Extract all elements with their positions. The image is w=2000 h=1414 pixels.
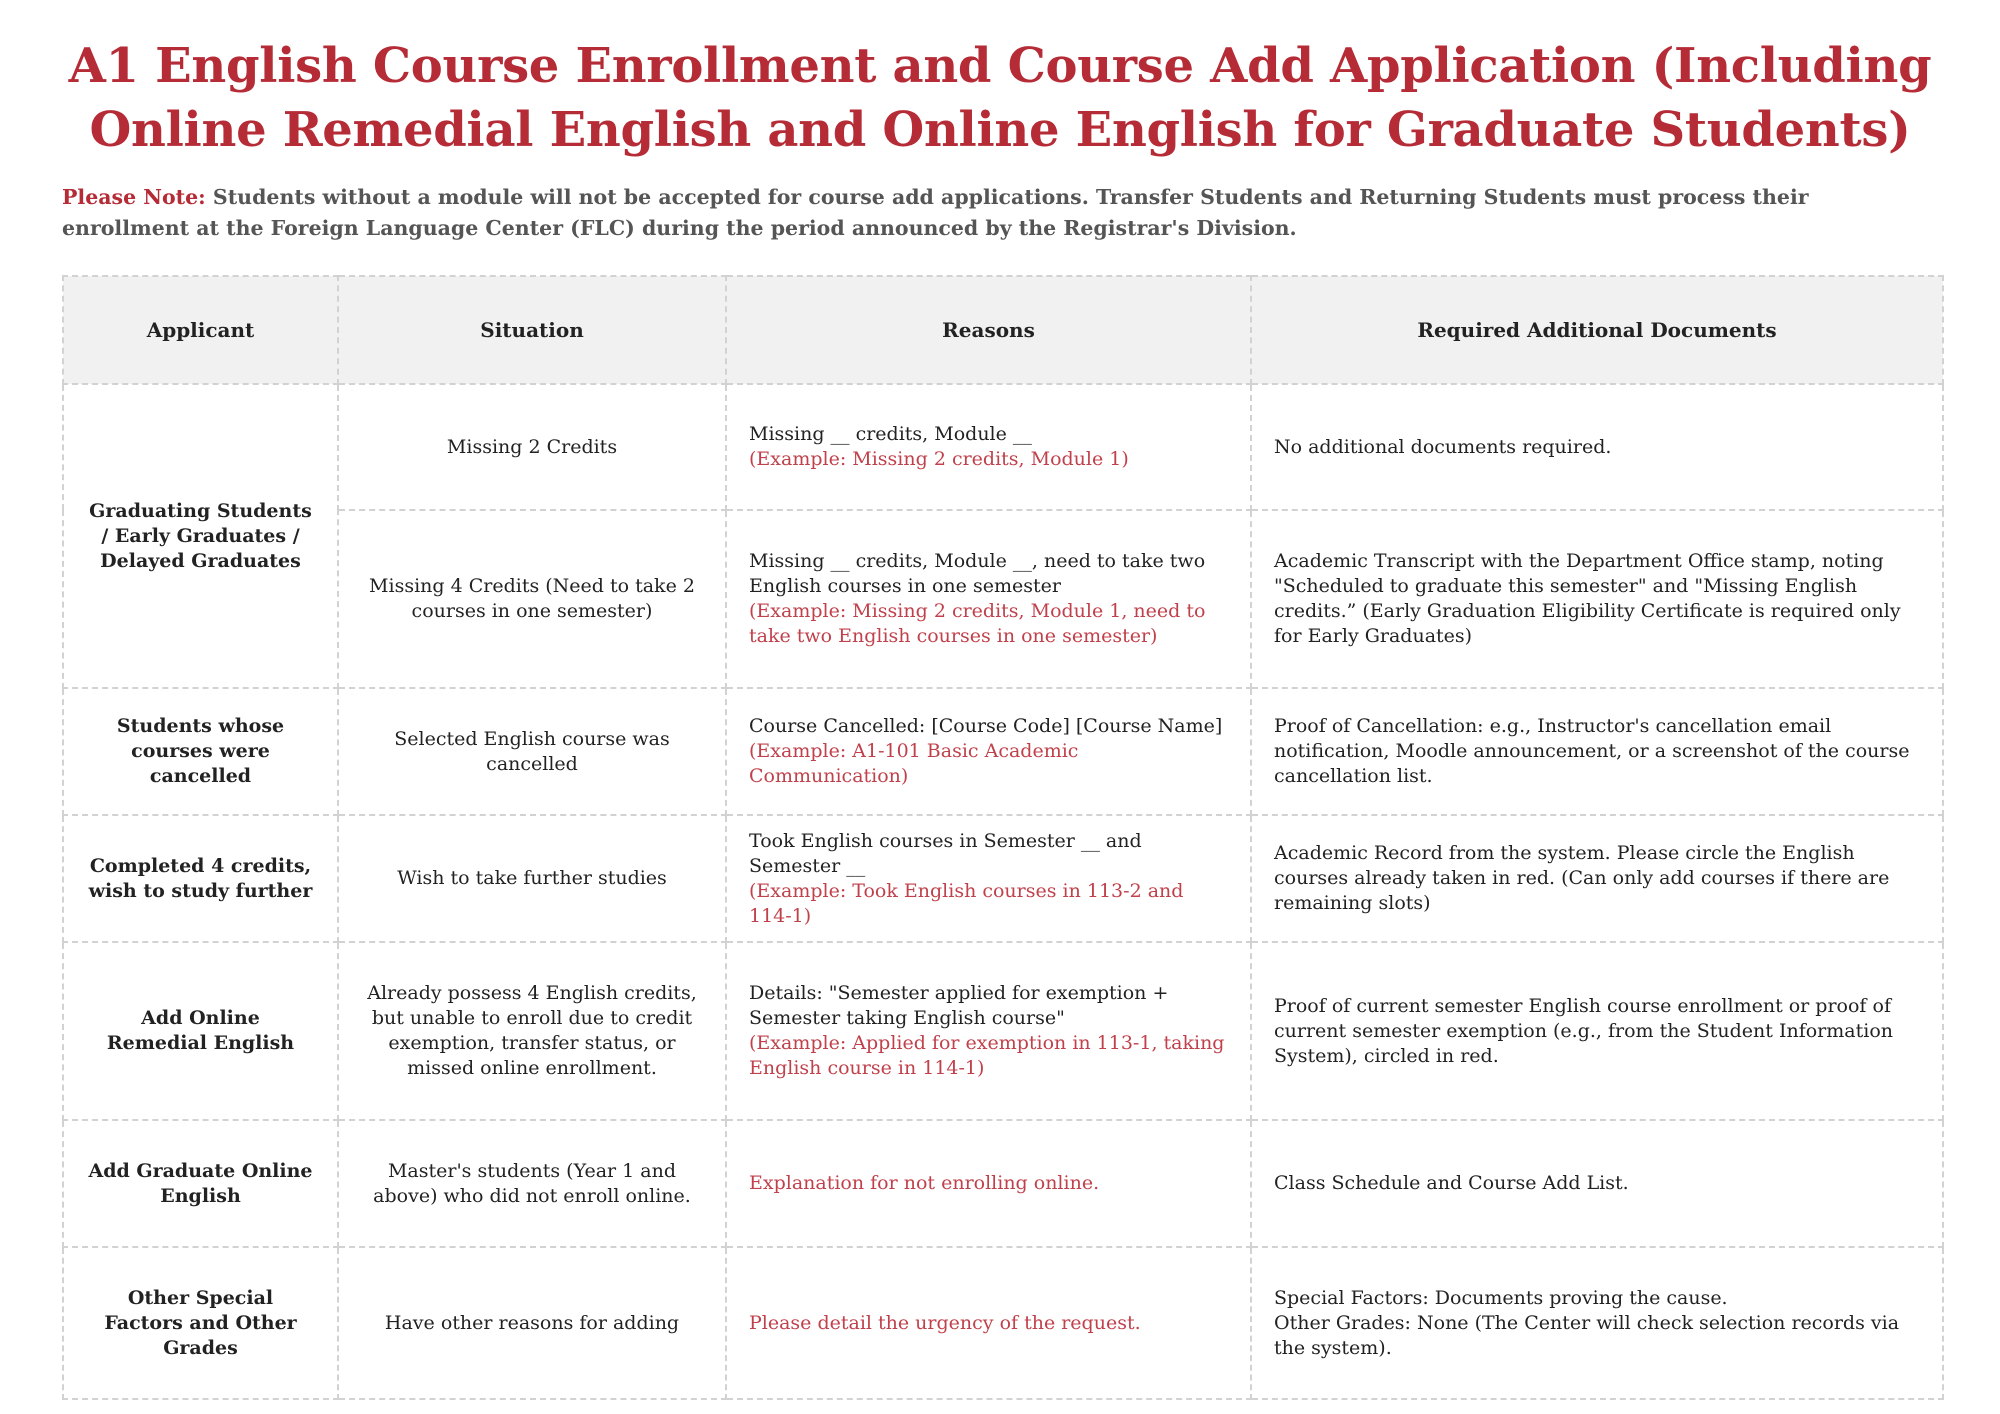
- documents-cell: Class Schedule and Course Add List.: [1251, 1120, 1943, 1247]
- reason-text: Missing __ credits, Module __, need to take two English courses in one semester: [749, 550, 1206, 597]
- documents-cell: [1251, 1247, 1943, 1399]
- table-header-row: [63, 276, 1943, 384]
- table-row: [63, 510, 1943, 688]
- header-situation: Situation: [338, 276, 726, 384]
- applicant-cell: Graduating Students / Early Graduates / Delayed Graduates: [63, 384, 338, 688]
- notice-text: Students without a module will not be accepted for course add applications. Transfer Students and Returning Students must process their enrollment at the Foreign Language Center (FLC) during the period announced by the Registrar's Division.: [62, 185, 1809, 240]
- documents-cell: Proof of current semester English course enrollment or proof of current semester exemption (e.g., from the Student Information System), circled in red.: [1251, 942, 1943, 1120]
- header-applicant: Applicant: [63, 276, 338, 384]
- table-row: [63, 1247, 1943, 1399]
- reason-cell: [726, 384, 1251, 510]
- table-row: [63, 942, 1943, 1120]
- reason-text: Missing __ credits, Module __: [749, 423, 1032, 445]
- table-row: [63, 1120, 1943, 1247]
- reason-example: (Example: A1-101 Basic Academic Communication): [749, 740, 1079, 787]
- reason-text: Course Cancelled: [Course Code] [Course Name]: [749, 715, 1223, 737]
- reason-example: Please detail the urgency of the request.: [749, 1311, 1141, 1334]
- documents-cell: Academic Transcript with the Department Office stamp, noting "Scheduled to graduate this semester" and "Missing English credits.” (Early Graduation Eligibility Certificate is required only for Early Graduates): [1251, 510, 1943, 688]
- table-row: [63, 688, 1943, 815]
- documents-cell: Proof of Cancellation: e.g., Instructor's cancellation email notification, Moodle announcement, or a screenshot of the course cancellation list.: [1251, 688, 1943, 815]
- situation-cell: Master's students (Year 1 and above) who did not enroll online.: [338, 1120, 726, 1247]
- reason-example: Explanation for not enrolling online.: [749, 1172, 1100, 1194]
- reason-cell: [726, 688, 1251, 815]
- situation-cell: Wish to take further studies: [338, 815, 726, 942]
- documents-text-2: Other Grades: None (The Center will check selection records via the system).: [1274, 1311, 1900, 1359]
- header-documents: Required Additional Documents: [1251, 276, 1943, 384]
- situation-cell: Selected English course was cancelled: [338, 688, 726, 815]
- notice-label: Please Note:: [62, 185, 206, 209]
- table-row: [63, 815, 1943, 942]
- page-title: A1 English Course Enrollment and Course Add Application (Including Online Remedial English and Online English for Graduate Students): [68, 38, 1932, 158]
- applicant-cell: Other Special Factors and Other Grades: [63, 1247, 338, 1399]
- reason-cell: [726, 815, 1251, 942]
- reason-example: (Example: Missing 2 credits, Module 1, need to take two English courses in one semester): [749, 600, 1206, 647]
- situation-cell: Missing 4 Credits (Need to take 2 courses in one semester): [338, 510, 726, 688]
- situation-cell: Missing 2 Credits: [338, 384, 726, 510]
- reason-example: (Example: Missing 2 credits, Module 1): [749, 448, 1129, 470]
- situation-cell: Already possess 4 English credits, but unable to enroll due to credit exemption, transfer status, or missed online enrollment.: [338, 942, 726, 1120]
- table-row: [63, 384, 1943, 510]
- documents-cell: Academic Record from the system. Please circle the English courses already taken in red. (Can only add courses if there are remaining slots): [1251, 815, 1943, 942]
- reason-cell: [726, 942, 1251, 1120]
- applicant-cell: Add Online Remedial English: [63, 942, 338, 1120]
- reason-cell: [726, 1120, 1251, 1247]
- applicant-cell: Completed 4 credits, wish to study further: [63, 815, 338, 942]
- reason-cell: [726, 510, 1251, 688]
- applicant-cell: Add Graduate Online English: [63, 1120, 338, 1247]
- reason-example: (Example: Applied for exemption in 113-1, taking English course in 114-1): [749, 1032, 1225, 1079]
- documents-cell: No additional documents required.: [1251, 384, 1943, 510]
- header-reasons: Reasons: [726, 276, 1251, 384]
- reason-example: (Example: Took English courses in 113-2 and 114-1): [749, 879, 1184, 927]
- applicant-cell: Students whose courses were cancelled: [63, 688, 338, 815]
- documents-text: Special Factors: Documents proving the cause.: [1274, 1286, 1728, 1309]
- requirements-table: [62, 275, 1944, 1400]
- reason-text: Took English courses in Semester __ and Semester __: [749, 829, 1142, 877]
- reason-cell: [726, 1247, 1251, 1399]
- situation-cell: Have other reasons for adding: [338, 1247, 726, 1399]
- notice-paragraph: [62, 182, 1938, 244]
- reason-text: Details: "Semester applied for exemption + Semester taking English course": [749, 982, 1169, 1029]
